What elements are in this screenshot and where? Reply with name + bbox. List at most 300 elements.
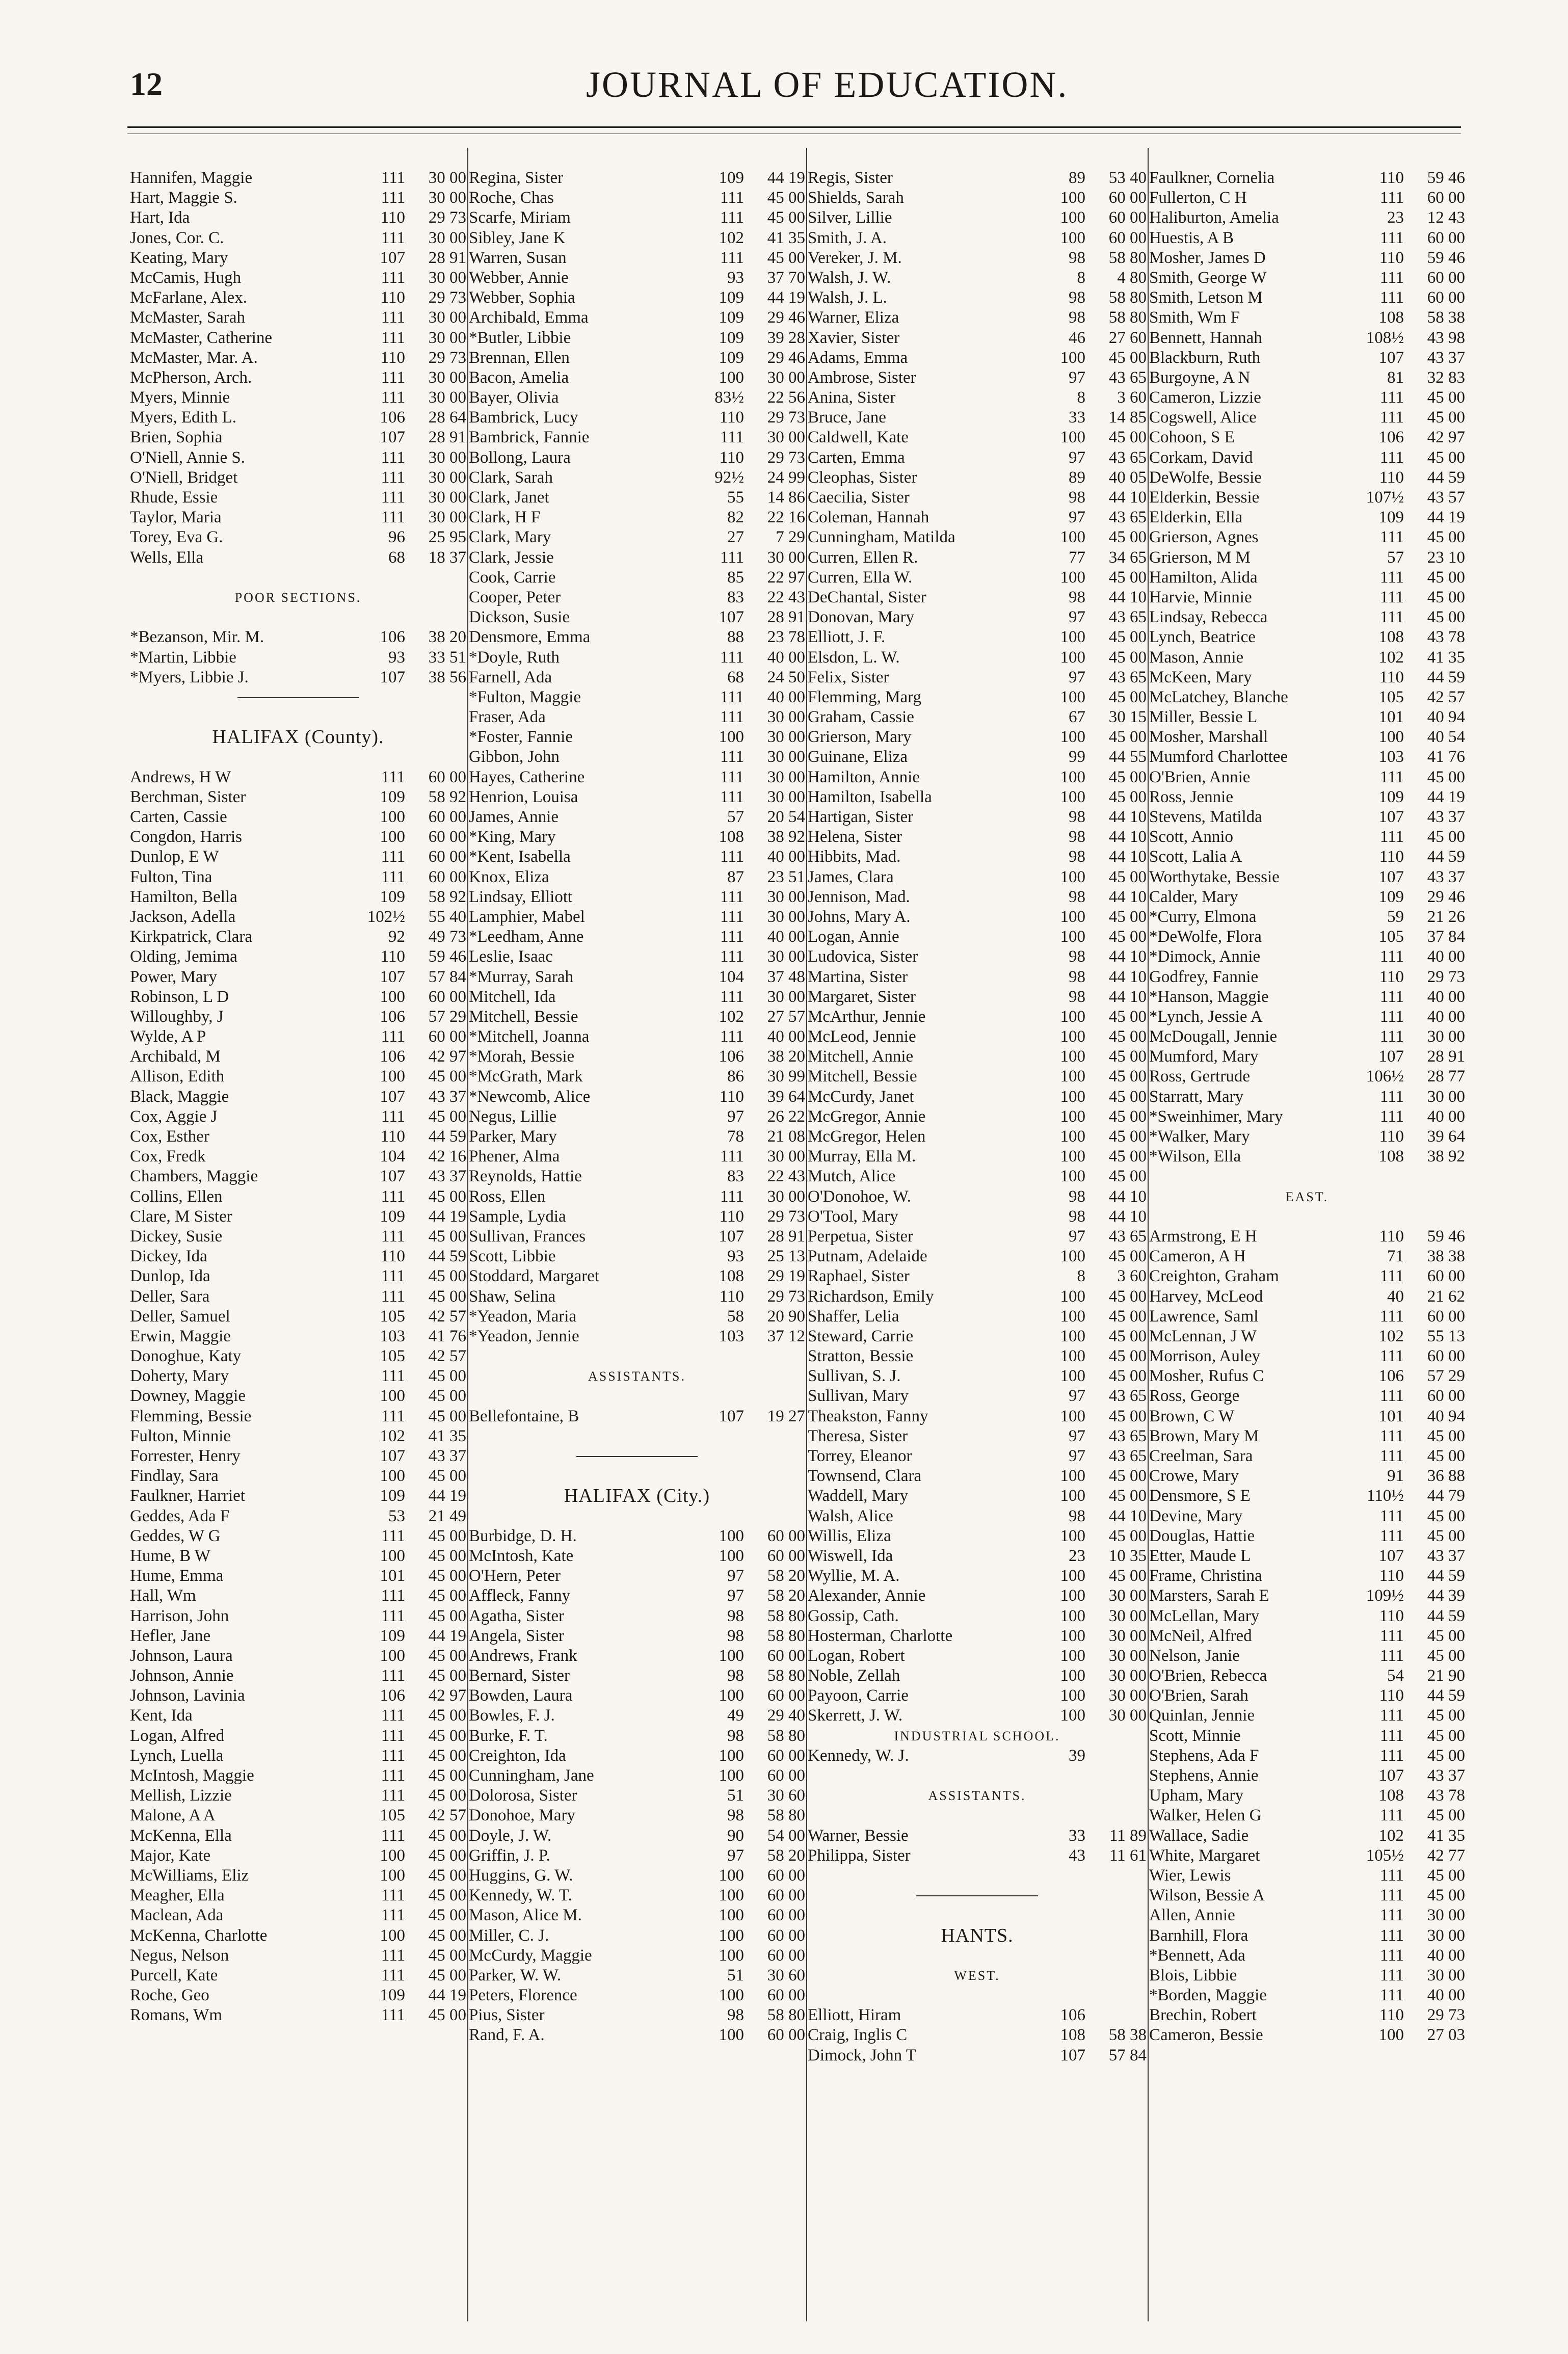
teacher-row: [469, 807, 805, 827]
teacher-name: Sullivan, Mary: [808, 1387, 909, 1406]
teacher-row: [469, 1027, 805, 1047]
days-taught: 100: [380, 1067, 405, 1086]
teacher-row: [130, 1966, 466, 1986]
teacher-row: [808, 1027, 1147, 1047]
section-heading: EAST.: [1285, 1189, 1329, 1204]
grant-amount: 42 57: [428, 1307, 466, 1326]
teacher-row: [1149, 1886, 1465, 1906]
grant-amount: 45 00: [1427, 1886, 1465, 1905]
days-taught: 103: [1378, 748, 1404, 766]
teacher-row: [130, 787, 466, 807]
grant-amount: 28 77: [1427, 1067, 1465, 1086]
teacher-row: [469, 1866, 805, 1886]
days-taught: 111: [1379, 1866, 1404, 1885]
days-taught: 109: [380, 1986, 405, 2005]
days-taught: 111: [1379, 1426, 1404, 1445]
days-taught: 111: [720, 928, 744, 946]
days-taught: 100: [1060, 1407, 1085, 1425]
teacher-name: Mitchell, Bessie: [808, 1067, 917, 1086]
grant-amount: 58 80: [767, 1726, 805, 1745]
teacher-name: Elsdon, L. W.: [808, 648, 900, 667]
teacher-row: [808, 1486, 1147, 1506]
grant-amount: 43 37: [1427, 867, 1465, 886]
teacher-row: [469, 1706, 805, 1726]
teacher-row: [808, 607, 1147, 627]
teacher-row: [469, 947, 805, 967]
teacher-name: *Yeadon, Maria: [469, 1307, 577, 1326]
grant-amount: 60 00: [767, 1526, 805, 1545]
teacher-row: [130, 208, 466, 228]
days-taught: 49: [727, 1706, 744, 1725]
days-taught: 111: [381, 1187, 405, 1206]
days-taught: 109: [380, 1487, 405, 1505]
teacher-name: Hosterman, Charlotte: [808, 1626, 953, 1645]
teacher-name: Lynch, Beatrice: [1149, 628, 1256, 647]
grant-amount: 41 35: [1427, 648, 1465, 667]
grant-amount: 43 37: [1427, 1546, 1465, 1565]
grant-amount: 44 39: [1427, 1586, 1465, 1605]
teacher-row: [130, 168, 466, 188]
days-taught: 111: [1379, 608, 1404, 627]
teacher-name: Allen, Annie: [1149, 1906, 1235, 1925]
teacher-row: [1149, 707, 1465, 727]
days-taught: 100: [1060, 348, 1085, 367]
teacher-name: Corkam, David: [1149, 448, 1253, 467]
days-taught: 40: [1387, 1287, 1404, 1306]
teacher-name: Myers, Edith L.: [130, 408, 236, 427]
days-taught: 111: [720, 907, 744, 926]
days-taught: 108: [719, 1267, 744, 1286]
teacher-row: [130, 1287, 466, 1307]
grant-amount: 43 37: [1427, 348, 1465, 367]
days-taught: 100: [1060, 1167, 1085, 1186]
teacher-row: [469, 188, 805, 208]
days-taught: 100: [380, 828, 405, 847]
days-taught: 100: [1060, 1127, 1085, 1146]
grant-amount: 58 80: [1108, 288, 1147, 307]
days-taught: 98: [727, 1606, 744, 1625]
teacher-row: [469, 1047, 805, 1067]
teacher-row: [808, 967, 1147, 987]
teacher-row: [469, 1606, 805, 1626]
grant-amount: 45 00: [1108, 1367, 1147, 1386]
teacher-name: Haliburton, Amelia: [1149, 208, 1279, 227]
grant-amount: 45 00: [1108, 867, 1147, 886]
grant-amount: 44 10: [1108, 1207, 1147, 1226]
days-taught: 97: [1069, 1426, 1085, 1445]
days-taught: 100: [380, 1846, 405, 1865]
teacher-row: [1149, 847, 1465, 867]
teacher-row: [130, 807, 466, 827]
teacher-name: Clark, Sarah: [469, 468, 553, 487]
teacher-name: Perpetua, Sister: [808, 1227, 914, 1246]
teacher-row: [808, 568, 1147, 588]
days-taught: 108: [1378, 628, 1404, 647]
grant-amount: 24 50: [767, 668, 805, 686]
teacher-name: Warner, Eliza: [808, 308, 899, 327]
teacher-row: [808, 2005, 1147, 2025]
grant-amount: 45 00: [1108, 1147, 1147, 1166]
teacher-name: Ross, Jennie: [1149, 787, 1233, 806]
grant-amount: 27 57: [767, 1007, 805, 1026]
teacher-row: [469, 847, 805, 867]
grant-amount: 33 51: [428, 648, 466, 667]
days-taught: 51: [727, 1786, 744, 1805]
grant-amount: 45 00: [428, 1546, 466, 1565]
days-taught: 106: [1378, 428, 1404, 447]
teacher-row: [808, 1606, 1147, 1626]
teacher-name: Geddes, W G: [130, 1526, 221, 1545]
teacher-row: [1149, 2025, 1465, 2045]
teacher-name: Malone, A A: [130, 1806, 216, 1825]
days-taught: 98: [727, 2006, 744, 2025]
grant-amount: 60 00: [767, 1906, 805, 1925]
days-taught: 98: [1069, 947, 1085, 966]
days-taught: 111: [381, 768, 405, 786]
grant-amount: 30 00: [1427, 1087, 1465, 1106]
teacher-row: [808, 588, 1147, 607]
days-taught: 98: [727, 1626, 744, 1645]
grant-amount: 45 00: [428, 1706, 466, 1725]
days-taught: 110: [1379, 848, 1404, 866]
days-taught: 100: [380, 1467, 405, 1486]
days-taught: 100: [1060, 1007, 1085, 1026]
teacher-name: Mumford Charlottee: [1149, 748, 1288, 766]
teacher-name: *Mitchell, Joanna: [469, 1027, 590, 1046]
grant-amount: 43 57: [1427, 488, 1465, 507]
days-taught: 100: [1060, 428, 1085, 447]
grant-amount: 45 00: [1427, 1866, 1465, 1885]
grant-amount: 30 00: [767, 548, 805, 567]
teacher-row: [1149, 727, 1465, 747]
teacher-name: Sullivan, Frances: [469, 1227, 586, 1246]
teacher-row: [130, 1167, 466, 1186]
teacher-name: *Murray, Sarah: [469, 967, 573, 986]
grant-amount: 60 00: [1427, 288, 1465, 307]
days-taught: 100: [1060, 1247, 1085, 1266]
teacher-row: [808, 1227, 1147, 1247]
teacher-row: [1149, 468, 1465, 488]
days-taught: 111: [1379, 1447, 1404, 1465]
grant-amount: 44 59: [428, 1127, 466, 1146]
days-taught: 111: [381, 169, 405, 187]
teacher-name: Meagher, Ella: [130, 1886, 225, 1905]
teacher-name: Nelson, Janie: [1149, 1646, 1240, 1665]
teacher-row: [1149, 1586, 1465, 1606]
teacher-row: [1149, 248, 1465, 268]
days-taught: 98: [1069, 1506, 1085, 1525]
grant-amount: 40 94: [1427, 1407, 1465, 1425]
grant-amount: 45 00: [1427, 1506, 1465, 1525]
teacher-name: DeWolfe, Bessie: [1149, 468, 1262, 487]
days-taught: 103: [380, 1327, 405, 1345]
grant-amount: 44 59: [428, 1247, 466, 1266]
teacher-row: [1149, 488, 1465, 508]
days-taught: 54: [1387, 1667, 1404, 1685]
days-taught: 107½: [1366, 488, 1404, 507]
teacher-name: Faulkner, Cornelia: [1149, 169, 1275, 187]
days-taught: 110: [719, 1207, 744, 1226]
grant-amount: 42 57: [428, 1347, 466, 1366]
days-taught: 100: [1060, 189, 1085, 207]
grant-amount: 45 00: [428, 1746, 466, 1765]
teacher-name: Bruce, Jane: [808, 408, 886, 427]
teacher-row: [130, 1486, 466, 1506]
days-taught: 100: [719, 1546, 744, 1565]
teacher-row: [469, 1666, 805, 1686]
days-taught: 109: [380, 887, 405, 906]
days-taught: 23: [1387, 208, 1404, 227]
grant-amount: 58 20: [767, 1567, 805, 1585]
grant-amount: 55 40: [428, 907, 466, 926]
grant-amount: 44 10: [1108, 1187, 1147, 1206]
days-taught: 107: [380, 1087, 405, 1106]
grant-amount: 60 00: [1108, 228, 1147, 247]
grant-amount: 60 00: [1427, 189, 1465, 207]
teacher-name: Wier, Lewis: [1149, 1866, 1231, 1885]
days-taught: 106: [380, 408, 405, 427]
teacher-name: Jackson, Adella: [130, 907, 236, 926]
teacher-row: [469, 1546, 805, 1566]
teacher-name: Creighton, Ida: [469, 1746, 566, 1765]
grant-amount: 44 10: [1108, 987, 1147, 1006]
teacher-name: Wyllie, M. A.: [808, 1567, 900, 1585]
days-taught: 111: [1379, 1886, 1404, 1905]
teacher-name: Ross, George: [1149, 1387, 1240, 1406]
grant-amount: 42 57: [1427, 687, 1465, 706]
days-taught: 101: [380, 1567, 405, 1585]
days-taught: 98: [1069, 588, 1085, 606]
teacher-row: [808, 468, 1147, 488]
teacher-row: [469, 1407, 805, 1426]
teacher-name: Warner, Bessie: [808, 1826, 909, 1845]
days-taught: 100: [1060, 228, 1085, 247]
grant-amount: 30 00: [1108, 1646, 1147, 1665]
days-taught: 110: [380, 208, 405, 227]
teacher-row: [1149, 208, 1465, 228]
teacher-row: [130, 1686, 466, 1706]
teacher-name: Donovan, Mary: [808, 608, 914, 627]
spacer: [808, 1906, 1147, 1925]
teacher-row: [808, 527, 1147, 547]
teacher-row: [1149, 1626, 1465, 1646]
days-taught: 111: [1379, 1107, 1404, 1126]
teacher-row: [1149, 807, 1465, 827]
teacher-row: [469, 368, 805, 388]
grant-amount: 39 28: [767, 328, 805, 347]
grant-amount: 11 61: [1109, 1846, 1147, 1865]
spacer: [808, 1866, 1147, 1886]
teacher-name: Johnson, Annie: [130, 1667, 234, 1685]
teacher-row: [808, 1566, 1147, 1586]
grant-amount: 60 00: [1108, 208, 1147, 227]
grant-amount: 45 00: [1108, 1047, 1147, 1066]
days-taught: 111: [381, 1746, 405, 1765]
teacher-row: [130, 1247, 466, 1266]
days-taught: 100: [719, 1986, 744, 2005]
days-taught: 111: [381, 1027, 405, 1046]
teacher-name: Vereker, J. M.: [808, 248, 902, 267]
teacher-name: Griffin, J. P.: [469, 1846, 550, 1865]
days-taught: 100: [1060, 1067, 1085, 1086]
teacher-row: [1149, 268, 1465, 288]
teacher-row: [130, 1446, 466, 1466]
grant-amount: 45 00: [1108, 1007, 1147, 1026]
days-taught: 111: [720, 208, 744, 227]
spacer: [469, 1426, 805, 1446]
teacher-name: Torrey, Eleanor: [808, 1447, 912, 1465]
teacher-name: Mitchell, Bessie: [469, 1007, 578, 1026]
days-taught: 101: [1378, 1407, 1404, 1425]
grant-amount: 38 56: [428, 668, 466, 686]
teacher-name: O'Brien, Annie: [1149, 768, 1251, 786]
teacher-name: O'Tool, Mary: [808, 1207, 898, 1226]
days-taught: 100: [1060, 867, 1085, 886]
grant-amount: 34 65: [1108, 548, 1147, 567]
grant-amount: 44 59: [1427, 1567, 1465, 1585]
grant-amount: 60 00: [428, 867, 466, 886]
grant-amount: 45 00: [1108, 348, 1147, 367]
days-taught: 105: [380, 1307, 405, 1326]
teacher-row: [808, 1646, 1147, 1666]
teacher-name: McCamis, Hugh: [130, 268, 242, 287]
teacher-row: [130, 1307, 466, 1327]
teacher-name: Dickson, Susie: [469, 608, 570, 627]
teacher-name: O'Niell, Annie S.: [130, 448, 245, 467]
teacher-name: Purcell, Kate: [130, 1966, 218, 1985]
days-taught: 111: [1379, 987, 1404, 1006]
teacher-row: [808, 1247, 1147, 1266]
teacher-name: Putnam, Adelaide: [808, 1247, 927, 1266]
days-taught: 100: [1060, 1646, 1085, 1665]
days-taught: 111: [381, 1726, 405, 1745]
days-taught: 100: [1060, 568, 1085, 587]
grant-amount: 43 65: [1108, 1447, 1147, 1465]
teacher-name: Fulton, Minnie: [130, 1426, 231, 1445]
teacher-name: Hamilton, Isabella: [808, 787, 932, 806]
grant-amount: 40 94: [1427, 708, 1465, 727]
section-heading: HALIFAX (County).: [212, 726, 384, 748]
teacher-row: [1149, 687, 1465, 707]
days-taught: 98: [727, 1806, 744, 1825]
teacher-row: [1149, 1666, 1465, 1686]
grant-amount: 23 51: [767, 867, 805, 886]
teacher-row: [808, 1846, 1147, 1866]
days-taught: 111: [720, 748, 744, 766]
teacher-name: Negus, Nelson: [130, 1946, 229, 1965]
teacher-name: Richardson, Emily: [808, 1287, 934, 1306]
grant-amount: 43 37: [428, 1447, 466, 1465]
days-taught: 111: [720, 848, 744, 866]
teacher-name: Stoddard, Margaret: [469, 1267, 599, 1286]
grant-amount: 40 54: [1427, 728, 1465, 747]
teacher-row: [469, 1087, 805, 1107]
days-taught: 111: [720, 987, 744, 1006]
teacher-name: Graham, Cassie: [808, 708, 914, 727]
grant-amount: 30 00: [1108, 1706, 1147, 1725]
teacher-name: Hamilton, Annie: [808, 768, 920, 786]
grant-amount: 44 59: [1427, 848, 1465, 866]
teacher-name: *Lynch, Jessie A: [1149, 1007, 1263, 1026]
teacher-name: Deller, Sara: [130, 1287, 210, 1306]
days-taught: 111: [381, 1586, 405, 1605]
teacher-name: *Dimock, Annie: [1149, 947, 1261, 966]
teacher-row: [1149, 1107, 1465, 1127]
grant-amount: 45 00: [428, 1407, 466, 1425]
days-taught: 111: [1379, 1307, 1404, 1326]
teacher-name: Ross, Gertrude: [1149, 1067, 1250, 1086]
teacher-row: [130, 1706, 466, 1726]
teacher-name: Doyle, J. W.: [469, 1826, 552, 1845]
teacher-row: [130, 1346, 466, 1366]
grant-amount: 44 10: [1108, 808, 1147, 826]
teacher-row: [130, 1786, 466, 1806]
teacher-name: McMaster, Mar. A.: [130, 348, 258, 367]
teacher-name: Hibbits, Mad.: [808, 848, 901, 866]
grant-amount: 26 22: [767, 1107, 805, 1126]
grant-amount: 45 00: [428, 1846, 466, 1865]
days-taught: 111: [381, 1826, 405, 1845]
days-taught: 107: [719, 1227, 744, 1246]
teacher-name: McKenna, Charlotte: [130, 1926, 268, 1945]
teacher-name: Shaw, Selina: [469, 1287, 556, 1306]
teacher-row: [469, 1986, 805, 2005]
grant-amount: 58 92: [428, 787, 466, 806]
teacher-name: Harvey, McLeod: [1149, 1287, 1263, 1306]
teacher-row: [1149, 1766, 1465, 1786]
teacher-row: [130, 1067, 466, 1087]
days-taught: 111: [720, 1147, 744, 1166]
days-taught: 100: [1060, 1487, 1085, 1505]
teacher-row: [469, 328, 805, 348]
grant-amount: 30 00: [428, 488, 466, 507]
teacher-name: Rhude, Essie: [130, 488, 218, 507]
grant-amount: 41 35: [428, 1426, 466, 1445]
teacher-name: Webber, Annie: [469, 268, 569, 287]
teacher-row: [130, 268, 466, 288]
teacher-name: Grierson, Agnes: [1149, 528, 1259, 547]
days-taught: 102: [1378, 1327, 1404, 1345]
teacher-row: [130, 288, 466, 308]
grant-amount: 59 46: [1427, 1227, 1465, 1246]
days-taught: 111: [1379, 1946, 1404, 1965]
column-4: [1149, 168, 1465, 2046]
days-taught: 109: [1378, 887, 1404, 906]
teacher-row: [130, 1207, 466, 1227]
grant-amount: 60 00: [428, 848, 466, 866]
days-taught: 111: [1379, 1986, 1404, 2005]
teacher-name: Logan, Robert: [808, 1646, 905, 1665]
grant-amount: 29 73: [767, 1207, 805, 1226]
teacher-row: [1149, 607, 1465, 627]
days-taught: 100: [1060, 787, 1085, 806]
teacher-name: Clare, M Sister: [130, 1207, 232, 1226]
grant-amount: 44 10: [1108, 848, 1147, 866]
teacher-row: [1149, 388, 1465, 408]
teacher-row: [469, 408, 805, 428]
grant-amount: 45 00: [428, 1107, 466, 1126]
teacher-row: [130, 1826, 466, 1846]
teacher-row: [130, 488, 466, 508]
teacher-name: Martina, Sister: [808, 967, 908, 986]
days-taught: 98: [1069, 828, 1085, 847]
teacher-name: Bayer, Olivia: [469, 388, 559, 407]
grant-amount: 43 65: [1108, 1426, 1147, 1445]
teacher-row: [1149, 1227, 1465, 1247]
grant-amount: 30 00: [1108, 1686, 1147, 1705]
days-taught: 102: [719, 1007, 744, 1026]
teacher-row: [469, 268, 805, 288]
